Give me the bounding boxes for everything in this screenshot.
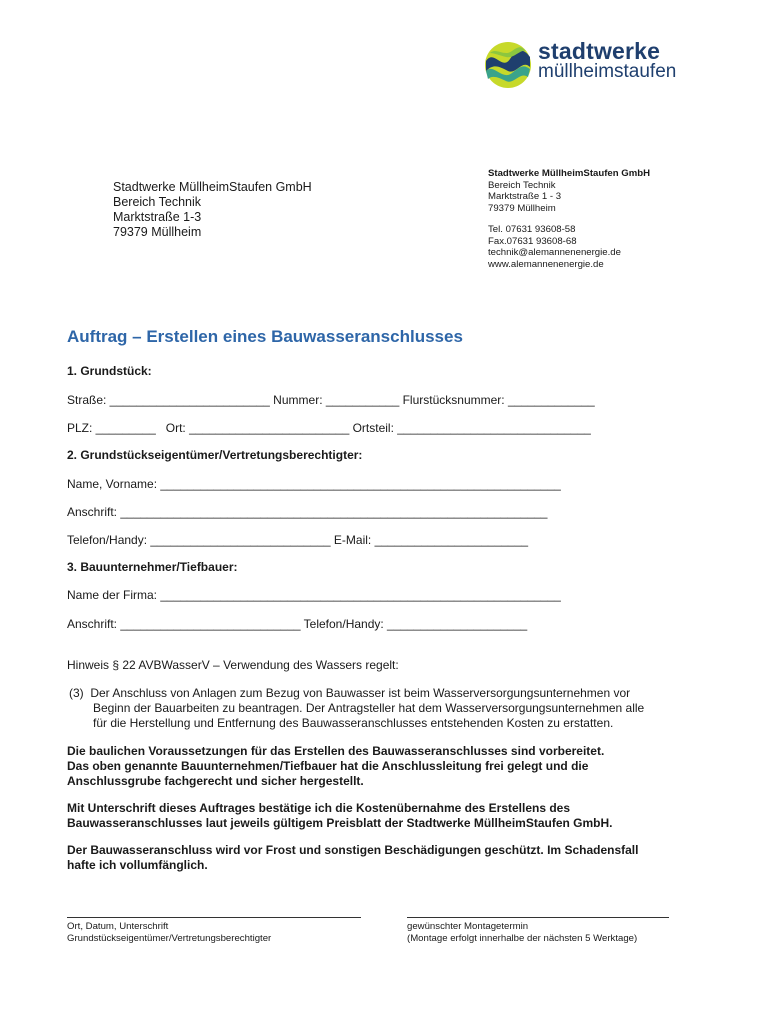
legal-hint-line: Beginn der Bauarbeiten zu beantragen. Der Antragsteller hat dem Wasserversorgungsunternehmen alle	[93, 701, 645, 715]
signature-caption-line: Ort, Datum, Unterschrift	[67, 921, 169, 932]
legal-hint-line: für die Herstellung und Entfernung des Bauwasseranschlusses entstehenden Kosten zu erstatten.	[93, 716, 614, 730]
recipient-line: Marktstraße 1-3	[113, 210, 202, 224]
recipient-line: Bereich Technik	[113, 195, 202, 209]
page-title: Auftrag – Erstellen eines Bauwasseranschlusses	[67, 327, 463, 346]
signature-caption-owner	[67, 921, 271, 944]
recipient-address	[113, 180, 312, 240]
signature-line-owner[interactable]	[67, 917, 361, 918]
sender-email: technik@alemannenenergie.de	[488, 247, 621, 258]
signature-caption-line: (Montage erfolgt innerhalbe der nächsten 5 Werktage)	[407, 932, 638, 944]
owner-name-row[interactable]: Name, Vorname: ____________________________________________________________	[67, 477, 561, 491]
logo-wordmark-bottom: müllheimstaufen	[538, 61, 677, 82]
owner-address-row[interactable]: Anschrift: ________________________________________________________________	[67, 505, 548, 519]
logo-wordmark-top: stadtwerke	[538, 38, 661, 64]
statement-line: Bauwasseranschlusses laut jeweils gültigem Preisblatt der Stadtwerke MüllheimStaufen GmbH.	[67, 816, 613, 830]
sender-address	[488, 168, 650, 270]
contractor-address-row[interactable]: Anschrift: ___________________________ Telefon/Handy: _____________________	[67, 617, 528, 631]
statement-liability	[67, 843, 638, 873]
legal-hint-line: (3) Der Anschluss von Anlagen zum Bezug von Bauwasser ist beim Wasserversorgungsunternehmen vor	[69, 686, 631, 700]
logo-mark-icon	[484, 41, 532, 89]
statement-line: Anschlussgrube fachgerecht und sicher hergestellt.	[67, 774, 364, 788]
recipient-line: Stadtwerke MüllheimStaufen GmbH	[113, 180, 312, 194]
legal-hint-heading: Hinweis § 22 AVBWasserV – Verwendung des Wassers regelt:	[67, 658, 399, 672]
statement-line: Mit Unterschrift dieses Auftrages bestätige ich die Kostenübernahme des Erstellens des	[67, 801, 571, 815]
sender-phone: Tel. 07631 93608-58	[488, 224, 576, 235]
recipient-line: 79379 Müllheim	[113, 225, 202, 239]
section-heading-contractor: 3. Bauunternehmer/Tiefbauer:	[67, 560, 238, 574]
signature-caption-line: gewünschter Montagetermin	[407, 921, 529, 932]
statement-line: Der Bauwasseranschluss wird vor Frost und sonstigen Beschädigungen geschützt. Im Schadensfall	[67, 843, 639, 857]
signature-line-date[interactable]	[407, 917, 669, 918]
statement-line: Die baulichen Voraussetzungen für das Erstellen des Bauwasseranschlusses sind vorbereitet.	[67, 744, 605, 758]
statement-line: Das oben genannte Bauunternehmen/Tiefbauer hat die Anschlussleitung frei gelegt und die	[67, 759, 589, 773]
company-logo	[484, 40, 714, 90]
statement-line: hafte ich vollumfänglich.	[67, 858, 208, 872]
signature-caption-line: Grundstückseigentümer/Vertretungsberechtigter	[67, 932, 272, 944]
section-heading-property: 1. Grundstück:	[67, 364, 152, 378]
property-street-row[interactable]: Straße: ________________________ Nummer: ___________ Flurstücksnummer: _____________	[67, 393, 595, 407]
sender-dept: Bereich Technik	[488, 179, 556, 191]
sender-website: www.alemannenenergie.de	[488, 258, 604, 270]
sender-name: Stadtwerke MüllheimStaufen GmbH	[488, 168, 651, 179]
owner-contact-row[interactable]: Telefon/Handy: ___________________________ E-Mail: _______________________	[67, 533, 529, 547]
statement-preparation	[67, 744, 604, 789]
property-location-row[interactable]: PLZ: _________ Ort: ________________________ Ortsteil: _____________________________	[67, 421, 591, 435]
sender-street: Marktstraße 1 - 3	[488, 191, 562, 202]
section-heading-owner: 2. Grundstückseigentümer/Vertretungsberechtigter:	[67, 448, 363, 462]
signature-caption-date	[407, 921, 637, 944]
statement-cost	[67, 801, 613, 831]
sender-fax: Fax.07631 93608-68	[488, 235, 577, 247]
sender-city: 79379 Müllheim	[488, 202, 556, 214]
contractor-company-row[interactable]: Name der Firma: ____________________________________________________________	[67, 588, 561, 602]
